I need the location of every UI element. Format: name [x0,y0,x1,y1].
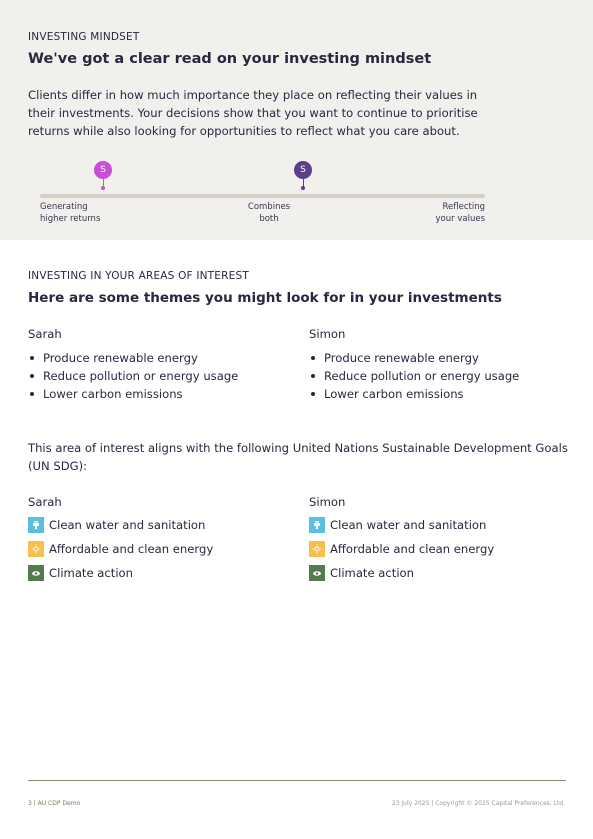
sarah-themes-name: Sarah [28,327,62,341]
sdg-intro-text: This area of interest aligns with the following United Nations Sustainable Development Goals (UN SDG): [28,441,568,473]
list-item: Lower carbon emissions [28,385,238,403]
footer-divider [28,780,566,781]
list-item: Lower carbon emissions [309,385,519,403]
simon-themes-list [309,349,519,403]
sun-icon [309,541,325,557]
sarah-sdg-name: Sarah [28,495,62,509]
eye-globe-icon [28,565,44,581]
sarah-themes-list [28,349,238,403]
scale-label-values: Reflecting your values [435,202,485,224]
investing-mindset-section [0,0,593,240]
sun-icon [28,541,44,557]
simon-marker-initial: S [294,161,312,179]
eye-globe-icon [309,565,325,581]
simon-themes-name: Simon [309,327,346,341]
mindset-intro: Clients differ in how much importance they place on reflecting their values in their investments. Your decisions show that you want to continue to prioritise returns while also looking for opportunities to reflect what you care about. [28,88,478,138]
interests-eyebrow: INVESTING IN YOUR AREAS OF INTEREST [28,270,249,282]
footer-copyright: 23 July 2025 | Copyright © 2025 Capital Preferences, Ltd. [391,800,565,807]
mindset-heading: We've got a clear read on your investing mindset [28,51,432,67]
water-tap-icon [28,517,44,533]
list-item: Produce renewable energy [309,349,519,367]
scale-label-returns: Generating higher returns [40,202,101,224]
sarah-marker-initial: S [94,161,112,179]
scale-label-combines: Combines both [247,202,291,224]
simon-mindset-marker [294,161,312,179]
list-item: Reduce pollution or energy usage [28,367,238,385]
list-item: Produce renewable energy [28,349,238,367]
mindset-scale-track [40,194,485,198]
list-item: Reduce pollution or energy usage [309,367,519,385]
sarah-mindset-marker [94,161,112,179]
footer-page-label: 3 | AU CDP Demo [28,800,81,807]
water-tap-icon [309,517,325,533]
simon-sdg-name: Simon [309,495,346,509]
mindset-eyebrow: INVESTING MINDSET [28,31,140,43]
interests-heading: Here are some themes you might look for in your investments [28,290,502,306]
